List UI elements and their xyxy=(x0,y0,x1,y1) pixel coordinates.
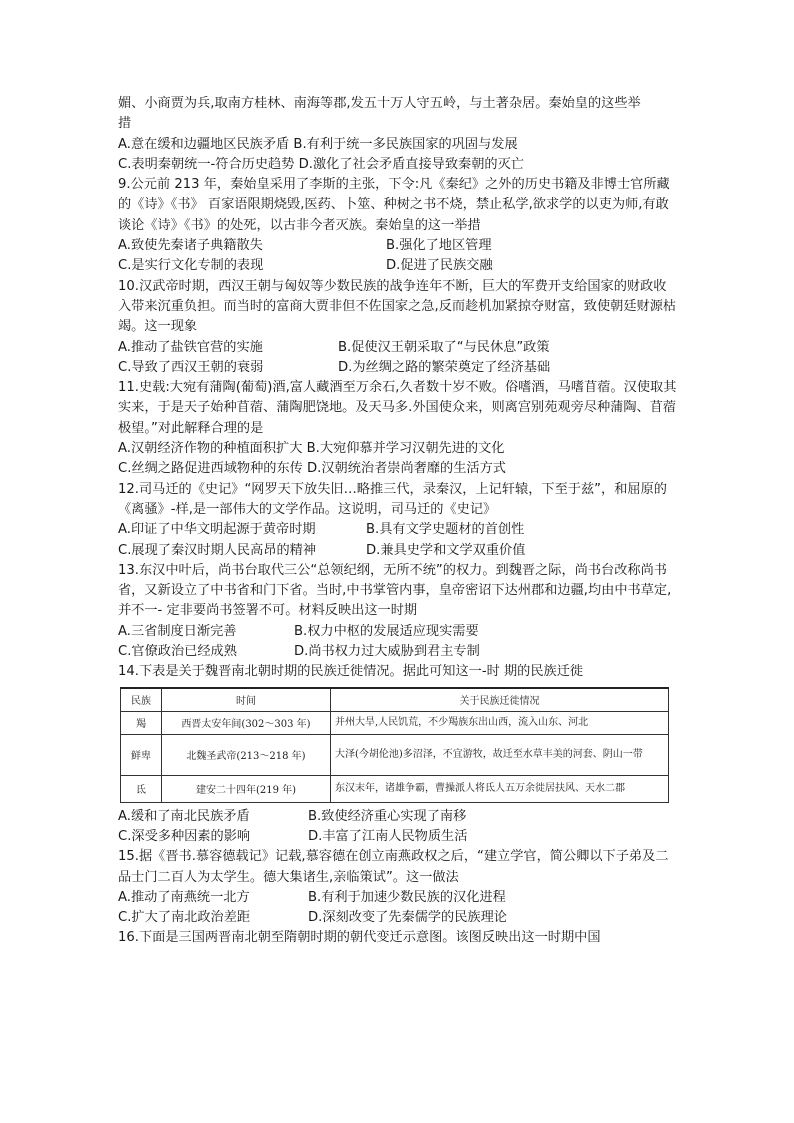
q8-stem-tail: 媚、小商贾为兵,取南方桂林、南海等郡,发五十万人守五岭，与土著杂居。秦始皇的这些举 xyxy=(118,96,641,111)
exam-page xyxy=(118,94,678,949)
q14-options-ab xyxy=(118,807,678,827)
q8-options-cd xyxy=(118,155,678,175)
table-header-row xyxy=(121,688,669,712)
q8-options-ab xyxy=(118,135,678,155)
q12-options-cd xyxy=(118,541,678,561)
q13-option-c: C.官僚政治已经成熟 xyxy=(118,644,237,660)
q14-option-a: A.缓和了南北民族矛盾 xyxy=(118,808,250,824)
q9-option-c: C.是实行文化专制的表现 xyxy=(118,258,264,274)
q9-stem: 9.公元前 213 年，秦始皇采用了李斯的主张，下令:凡《秦纪》之外的历史书籍及非博士官所藏的《诗》《书》 百家语限期烧毁,医药、卜筮、种树之书不烧，禁止私学,欲求学的以吏为师,有敢谈论《诗》《书》的处死，以古非今者灭族。秦始皇的这一举措 xyxy=(118,177,670,233)
q15-option-b: B.有利于加速少数民族的汉化进程 xyxy=(308,889,506,905)
q10-option-b: B.促使汉王朝采取了“与民休息”政策 xyxy=(338,339,550,355)
q10-option-c: C.导致了西汉王朝的衰弱 xyxy=(118,359,264,375)
q9-option-b: B.强化了地区管理 xyxy=(386,238,492,254)
q15-options-cd xyxy=(118,908,678,928)
q11-options-cd xyxy=(118,459,678,479)
q10-options-ab xyxy=(118,338,678,358)
table-cell-time: 北魏圣武帝(213～218 年) xyxy=(162,734,331,775)
q12-option-d: D.兼具史学和文学双重价值 xyxy=(366,542,526,558)
q10-option-d: D.为丝绸之路的繁荣奠定了经济基础 xyxy=(338,359,551,375)
q14-option-c: C.深受多种因素的影响 xyxy=(118,828,251,844)
q16-stem: 16.下面是三国两晋南北朝至隋朝时期的朝代变迁示意图。该图反映出这一时期中国 xyxy=(118,930,601,946)
q13-stem: 13.东汉中叶后，尚书台取代三公“总领纪纲，无所不统”的权力。到魏晋之际，尚书台改称尚书省，又新设立了中书省和门下省。当时,中书掌管内事，皇帝密诏下达州郡和边疆,均由中书草定,并不一- 定非要尚书签署不可。材料反映出这一时期 xyxy=(118,562,672,619)
q11-option-ab: A.汉朝经济作物的种植面积扩大 B.大宛仰慕并学习汉朝先进的文化 xyxy=(118,441,505,457)
q11-stem: 11.史载:大宛有蒲陶(葡萄)酒,富人藏酒至万余石,久者数十岁不败。俗嗜酒，马嗜苜蓿。汉使取其实来，于是天子始种苜蓿、蒲陶肥饶地。及天马多.外国使众来，则离宫别苑观旁尽种蒲陶、苜蓿极望。”对此解释合理的是 xyxy=(118,380,677,436)
table-cell-desc: 东汉末年，诸雄争霸，曹操派人将氐人五万余徙居扶风、天水二郡 xyxy=(331,775,669,802)
q9-option-a: A.致使先秦诸子典籍散失 xyxy=(118,238,263,254)
q14-options-cd xyxy=(118,827,678,847)
table-cell-ethnic: 鲜卑 xyxy=(121,734,162,775)
table-cell-ethnic: 氐 xyxy=(121,775,162,802)
q15-option-a: A.推动了南燕统一北方 xyxy=(118,889,250,905)
q14-option-d: D.丰富了江南人民物质生活 xyxy=(308,828,468,844)
q13-options-ab xyxy=(118,622,678,642)
table-row xyxy=(121,711,669,734)
table-cell-time: 建安二十四年(219 年) xyxy=(162,775,331,802)
table-cell-time: 西晋太安年间(302～303 年) xyxy=(162,711,331,734)
q9-options-ab xyxy=(118,236,678,256)
q13-options-cd xyxy=(118,642,678,662)
table-header-time: 时间 xyxy=(162,688,331,712)
q14-option-b: B.致使经济重心实现了南移 xyxy=(308,808,467,824)
table-row xyxy=(121,775,669,802)
q12-option-c: C.展现了秦汉时期人民高昂的精神 xyxy=(118,542,317,558)
q10-stem: 10.汉武帝时期，西汉王朝与匈奴等少数民族的战争连年不断，巨大的军费开支给国家的财政收入带来沉重负担。而当时的富商大贾非但不佐国家之急,反而趁机加紧掠夺财富，致使朝廷财源枯竭。这一现象 xyxy=(118,278,677,335)
q15-option-c: C.扩大了南北政治差距 xyxy=(118,910,251,926)
table-header-ethnic: 民族 xyxy=(121,688,162,712)
migration-table xyxy=(120,687,669,803)
q8-option-ab: A.意在缓和边疆地区民族矛盾 B.有利于统一多民族国家的巩固与发展 xyxy=(118,136,518,152)
q13-option-a: A.三省制度日渐完善 xyxy=(118,623,237,639)
table-cell-ethnic: 羯 xyxy=(121,711,162,734)
table-cell-desc: 大泽(今胡伦池)多沼泽，不宜游牧，故迁至水草丰美的河套、阴山一带 xyxy=(331,734,669,775)
q13-option-d: D.尚书权力过大威胁到君主专制 xyxy=(294,644,480,660)
q13-option-b: B.权力中枢的发展适应现实需要 xyxy=(294,623,479,639)
q11-option-cd: C.丝绸之路促进西域物种的东传 D.汉朝统治者崇尚奢靡的生活方式 xyxy=(118,461,506,477)
q12-options-ab xyxy=(118,520,678,540)
q15-stem: 15.据《晋书.慕容德载记》记载,慕容德在创立南燕政权之后，“建立学官，简公卿以下子弟及二品士门二百人为太学生。德大集诸生,亲临策试”。这一做法 xyxy=(118,849,669,885)
q12-stem: 12.司马迁的《史记》“网罗天下放失旧…略推三代，录秦汉，上记轩辕，下至于兹”，和屈原的《离骚》-样,是一部伟大的文学作品。这说明，司马迁的《史记》 xyxy=(118,481,667,517)
q12-option-a: A.印证了中华文明起源于黄帝时期 xyxy=(118,522,316,538)
q8-stem-end: 措 xyxy=(118,116,132,132)
q9-option-d: D.促进了民族交融 xyxy=(386,258,493,274)
q8-option-cd: C.表明秦朝统一-符合历史趋势 D.激化了社会矛盾直接导致秦朝的灭亡 xyxy=(118,156,524,172)
q9-options-cd xyxy=(118,256,678,276)
q11-options-ab xyxy=(118,439,678,459)
q14-stem: 14.下表是关于魏晋南北朝时期的民族迁徙情况。据此可知这一-时 期的民族迁徙 xyxy=(118,664,584,680)
q10-options-cd xyxy=(118,358,678,378)
table-cell-desc: 并州大旱,人民饥荒，不少羯族东出山西，流入山东、河北 xyxy=(331,711,669,734)
q15-options-ab xyxy=(118,888,678,908)
q10-option-a: A.推动了盐铁官营的实施 xyxy=(118,339,263,355)
q15-option-d: D.深刻改变了先秦儒学的民族理论 xyxy=(308,910,507,926)
table-row xyxy=(121,734,669,775)
q12-option-b: B.具有文学史题材的首创性 xyxy=(366,522,525,538)
table-header-desc: 关于民族迁徙情况 xyxy=(331,688,669,712)
